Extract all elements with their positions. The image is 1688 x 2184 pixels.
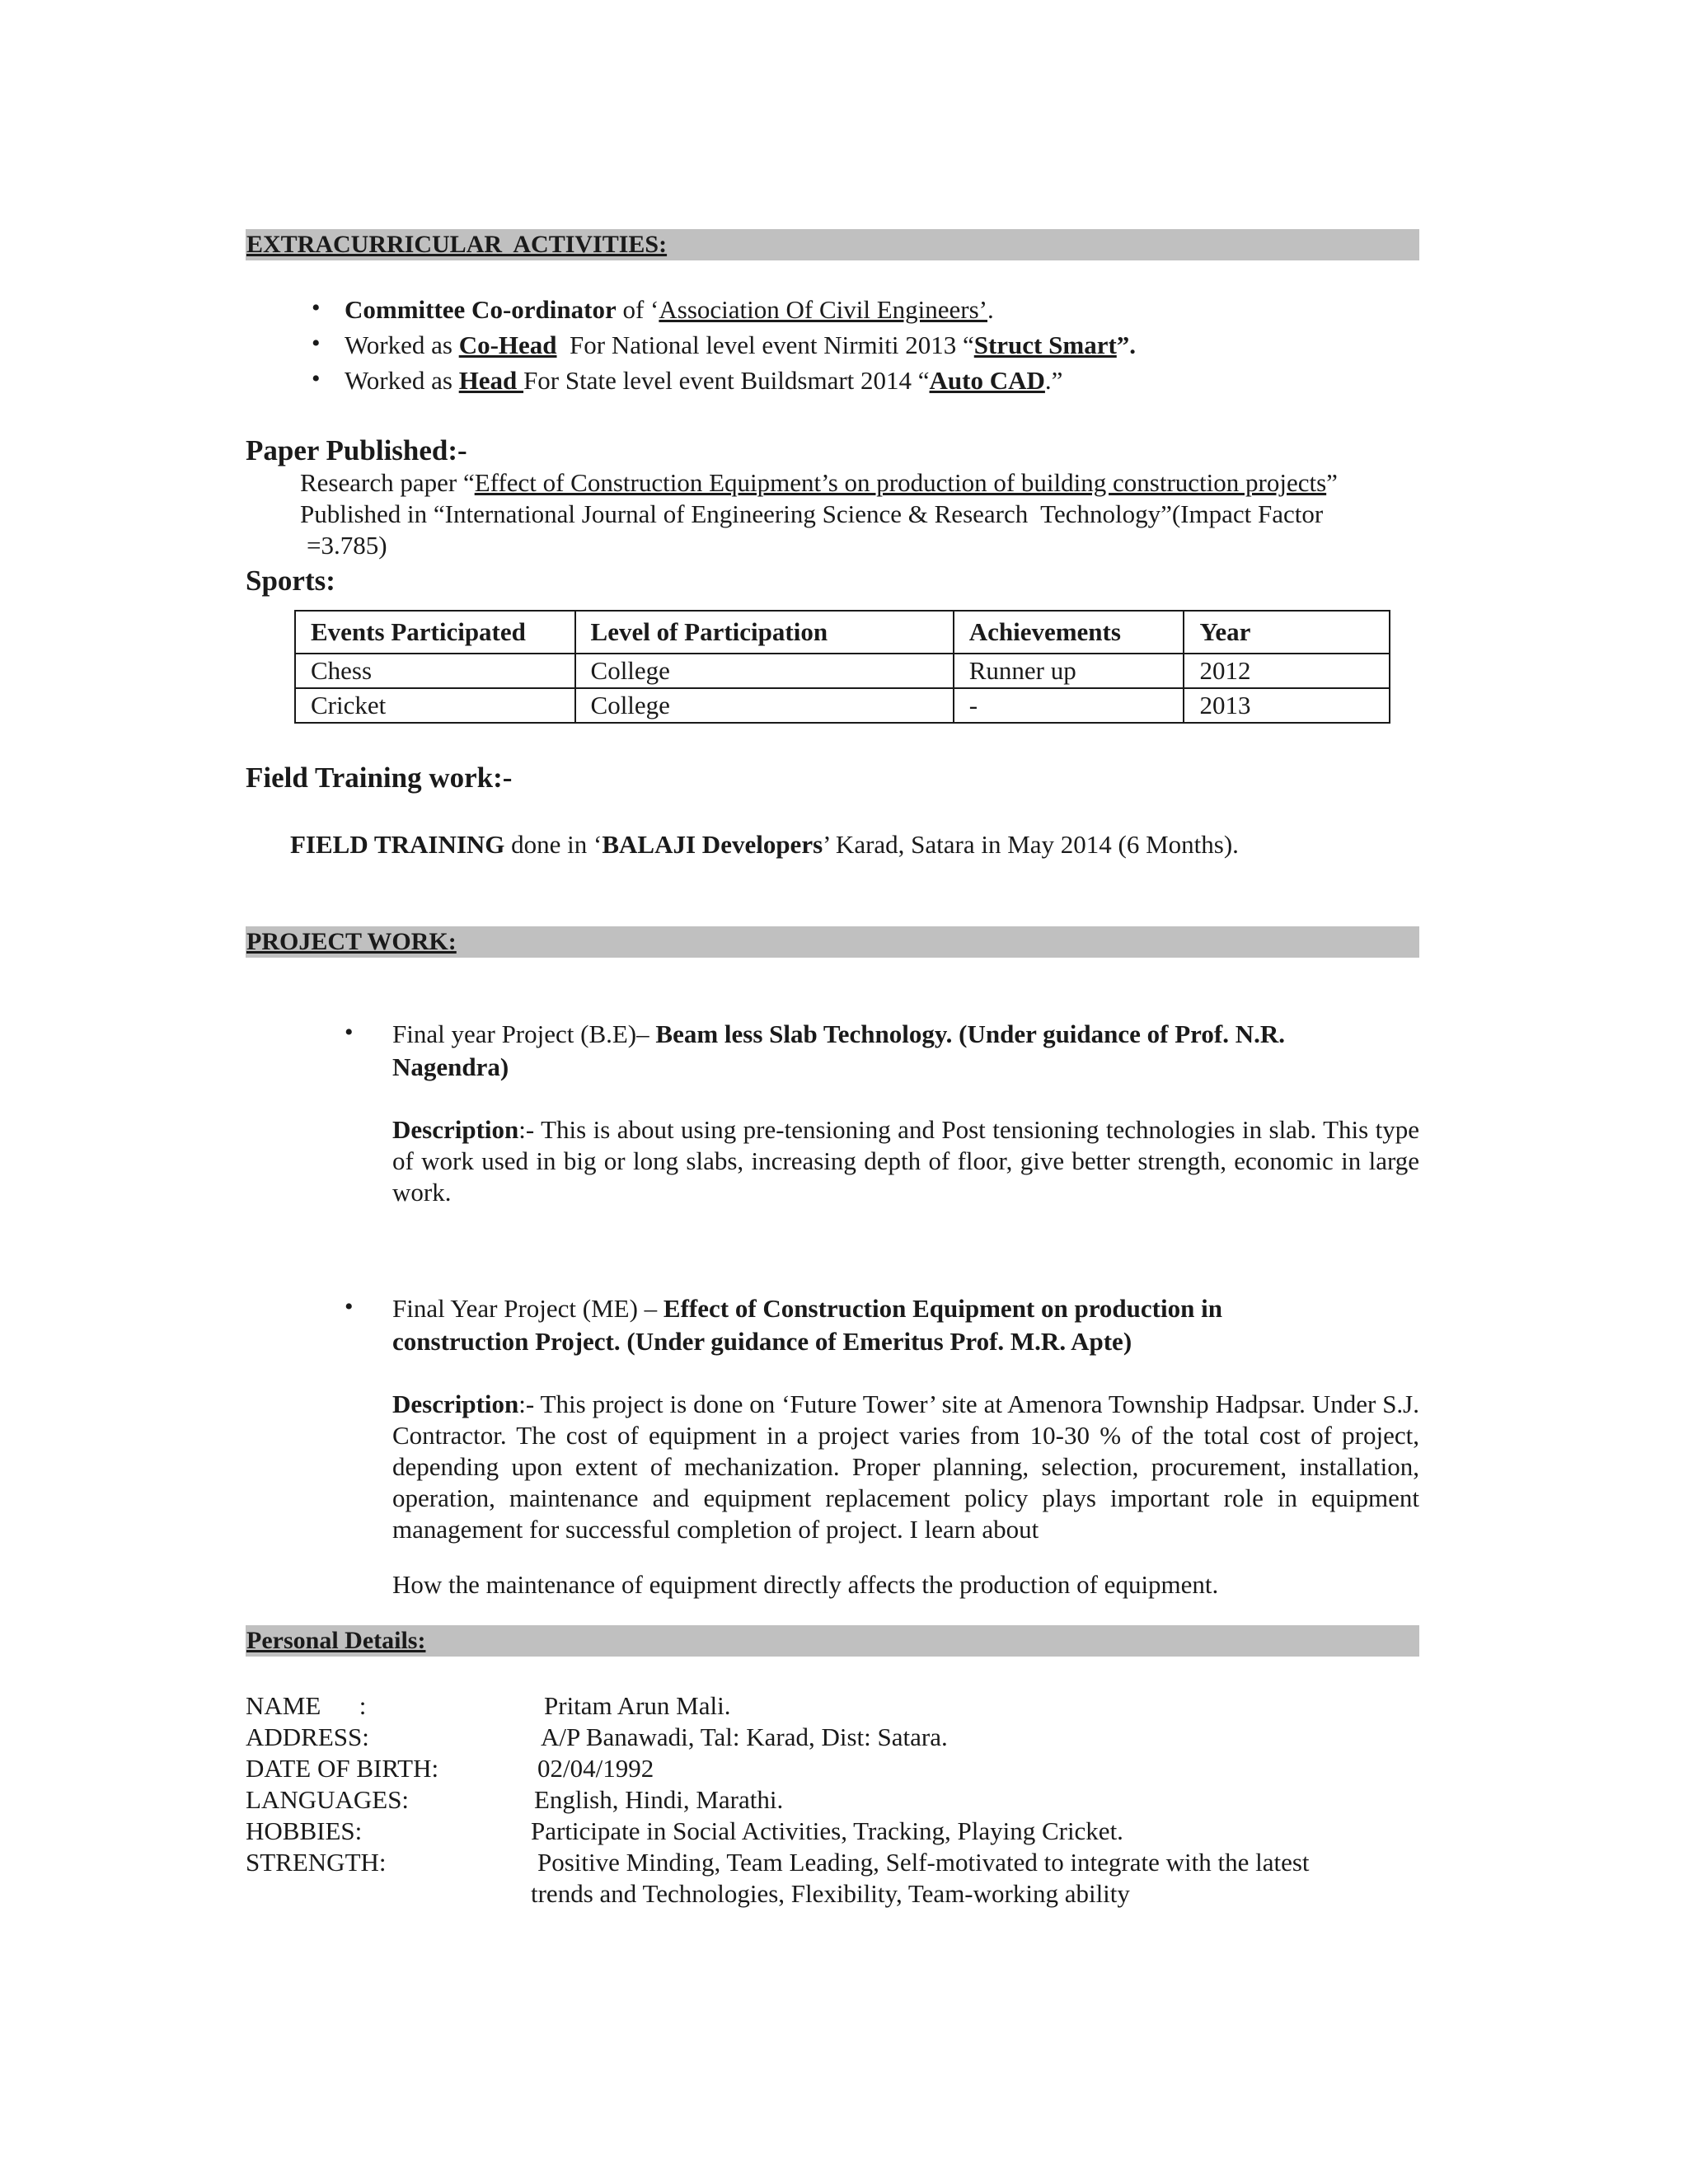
paper-line-3: =3.785) [307,531,387,560]
dob-value: 02/04/1992 [537,1754,654,1783]
extracurricular-section-bar [246,229,1419,260]
table-cell: Cricket [295,688,575,723]
languages-label: LANGUAGES: [246,1785,410,1814]
table-cell: 2013 [1184,688,1390,723]
extracurricular-item-2: Worked as Co-Head For National level event Nirmiti 2013 “Struct Smart”. [345,330,1137,359]
field-training-text: FIELD TRAINING done in ‘BALAJI Developers’ Karad, Satara in May 2014 (6 Months). [290,830,1239,859]
column-header: Achievements [954,611,1184,654]
project-2-description-after: How the maintenance of equipment directly affects the production of equipment. [392,1570,1219,1599]
bullet-icon: • [345,1019,354,1046]
hobbies-label: HOBBIES: [246,1816,363,1845]
project-1-title: Final year Project (B.E)– Beam less Slab Technology. (Under guidance of Prof. N.R. [392,1019,1285,1048]
bullet-icon: • [345,1293,354,1320]
table-cell: - [954,688,1184,723]
languages-value: English, Hindi, Marathi. [534,1785,784,1814]
address-label: ADDRESS: [246,1722,369,1751]
extracurricular-item-3: Worked as Head For State level event Buildsmart 2014 “Auto CAD.” [345,366,1063,395]
address-value: A/P Banawadi, Tal: Karad, Dist: Satara. [541,1722,948,1751]
bullet-icon: • [312,330,321,357]
personal-section-bar [246,1625,1419,1657]
personal-heading: Personal Details: [246,1627,426,1654]
project-2-title: Final Year Project (ME) – Effect of Construction Equipment on production in [392,1294,1222,1323]
sports-table [294,610,1390,724]
paper-heading: Paper Published:- [246,434,467,466]
extracurricular-item-1: Committee Co-ordinator of ‘Association Of Civil Engineers’. [345,295,994,324]
sports-heading: Sports: [246,565,335,597]
dob-label: DATE OF BIRTH: [246,1754,439,1783]
table-cell: Chess [295,654,575,688]
bullet-icon: • [312,365,321,392]
paper-line-2: Published in “International Journal of Engineering Science & Research Technology”(Impact Factor [300,499,1324,528]
table-header-row [295,611,1390,654]
name-label: NAME : [246,1691,367,1720]
name-value: Pritam Arun Mali. [544,1691,731,1720]
column-header: Year [1184,611,1390,654]
project-2-title-cont: construction Project. (Under guidance of Emeritus Prof. M.R. Apte) [392,1327,1132,1356]
project-1-description: Description:- This is about using pre-tensioning and Post tensioning technologies in slab. This type of work used in big or long slabs, increasing depth of floor, give better strength, economic in large work. [392,1115,1419,1207]
table-cell: Runner up [954,654,1184,688]
hobbies-value: Participate in Social Activities, Tracking, Playing Cricket. [531,1816,1123,1845]
project-heading: PROJECT WORK: [246,928,457,955]
table-row [295,688,1390,723]
project-2-description: Description:- This project is done on ‘Future Tower’ site at Amenora Township Hadpsar. Under S.J. Contractor. The cost of equipment in a project varies from 10-30 % of the total cost of project, depending upon extent of mechanization. Proper planning, selection, procurement, installation, operation, maintenance and equipment replacement policy plays important role in equipment management for successful completion of project. I learn about [392,1390,1419,1544]
strength-label: STRENGTH: [246,1848,387,1877]
extracurricular-heading: EXTRACURRICULAR ACTIVITIES: [246,231,668,258]
table-cell: College [575,654,954,688]
field-training-heading: Field Training work:- [246,762,513,794]
column-header: Events Participated [295,611,575,654]
bullet-icon: • [312,294,321,321]
strength-value: Positive Minding, Team Leading, Self-motivated to integrate with the latest [537,1848,1310,1877]
column-header: Level of Participation [575,611,954,654]
table-cell: College [575,688,954,723]
table-cell: 2012 [1184,654,1390,688]
project-1-title-cont: Nagendra) [392,1052,509,1081]
table-row [295,654,1390,688]
paper-line-1: Research paper “Effect of Construction Equipment’s on production of building construction projects” [300,468,1338,497]
strength-value-cont: trends and Technologies, Flexibility, Team-working ability [531,1879,1130,1908]
project-section-bar [246,926,1419,958]
